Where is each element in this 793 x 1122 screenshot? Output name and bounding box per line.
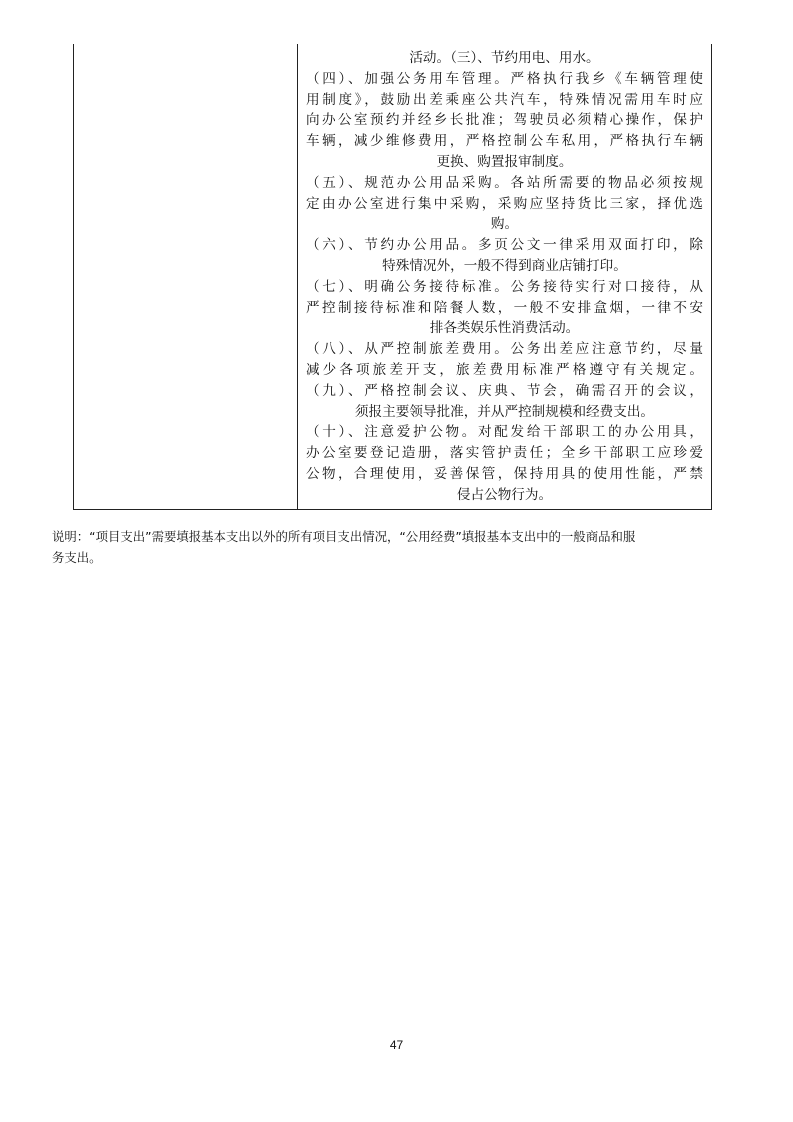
table-text-line: （七）、明确公务接待标准。公务接待实行对口接待，从 <box>306 278 703 295</box>
table-text-line: （九）、严格控制会议、庆典、节会，确需召开的会议， <box>306 382 703 399</box>
table-text-line: （十）、注意爱护公物。对配发给干部职工的办公用具， <box>306 424 703 441</box>
table-text-line: 购。 <box>490 216 519 233</box>
table-text-line: 车辆，减少维修费用，严格控制公车私用，严格执行车辆 <box>306 133 703 150</box>
table-text-line: 公物，合理使用，妥善保管，保持用具的使用性能，严禁 <box>306 465 703 482</box>
table-text-line: 严控制接待标准和陪餐人数，一般不安排盒烟，一律不安 <box>306 299 703 316</box>
table-text-line: 向办公室预约并经乡长批准；驾驶员必须精心操作，保护 <box>306 112 703 129</box>
table-text-line: （四）、加强公务用车管理。严格执行我乡《车辆管理使 <box>306 70 703 87</box>
table-note <box>52 526 752 568</box>
table-text-line: 办公室要登记造册，落实管护责任；全乡干部职工应珍爱 <box>306 445 703 462</box>
table-text-line: 减少各项旅差开支，旅差费用标准严格遵守有关规定。 <box>306 361 703 378</box>
table-text-line: 须报主要领导批准，并从严控制规模和经费支出。 <box>354 403 655 420</box>
table-text-line: 用制度》，鼓励出差乘座公共汽车，特殊情况需用车时应 <box>306 91 703 108</box>
note-line-2: 务支出。 <box>52 550 102 565</box>
page-number: 47 <box>389 1038 404 1052</box>
table-text-line: 更换、购置报审制度。 <box>436 153 573 170</box>
table-text-line: （八）、从严控制旅差费用。公务出差应注意节约，尽量 <box>306 341 703 358</box>
table-text-line: 活动。（三）、节约用电、用水。 <box>409 50 600 66</box>
table-text-line: （五）、规范办公用品采购。各站所需要的物品必须按规 <box>306 174 703 191</box>
table-text-line: （六）、节约办公用品。多页公文一律采用双面打印，除 <box>306 237 703 254</box>
table-text-line: 排各类娱乐性消费活动。 <box>429 320 580 337</box>
table-right-column <box>298 44 711 509</box>
table-text-line: 特殊情况外，一般不得到商业店铺打印。 <box>382 257 627 274</box>
table-text-line: 定由办公室进行集中采购，采购应坚持货比三家，择优选 <box>306 195 703 212</box>
note-line-1: 说明：“项目支出”需要填报基本支出以外的所有项目支出情况，“公用经费”填报基本支出中的一般商品和服 <box>52 529 636 544</box>
table-left-column <box>74 44 298 509</box>
table-text-line: 侵占公物行为。 <box>456 486 553 503</box>
expenditure-table <box>73 44 712 510</box>
